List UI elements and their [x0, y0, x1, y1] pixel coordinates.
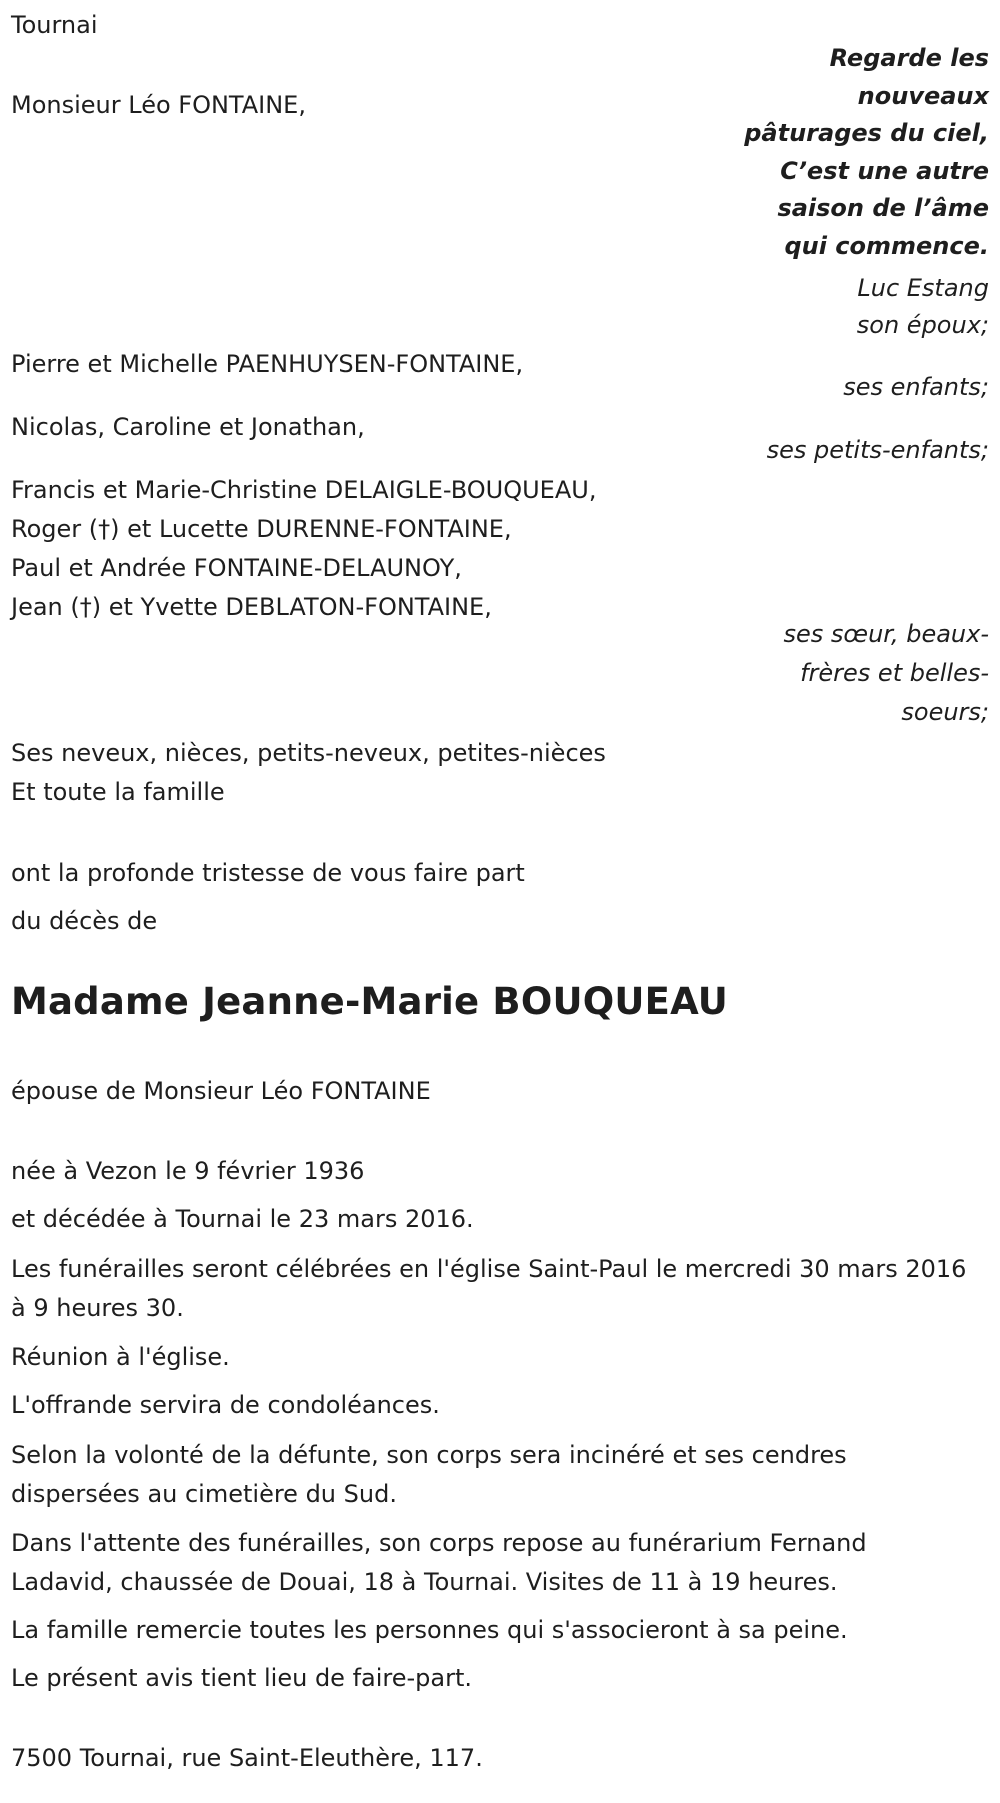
- spouse-of-line: épouse de Monsieur Léo FONTAINE: [11, 1077, 431, 1105]
- announcement-line: du décès de: [11, 907, 158, 935]
- quote-line: C’est une autre: [780, 156, 989, 185]
- spouse-name: Monsieur Léo FONTAINE,: [11, 91, 306, 119]
- death-line: et décédée à Tournai le 23 mars 2016.: [11, 1205, 474, 1233]
- siblings-list: [11, 471, 596, 627]
- sibling-couple: Roger (†) et Lucette DURENNE-FONTAINE,: [11, 515, 512, 543]
- quote-author: Luc Estang: [857, 274, 989, 302]
- spouse-relation: son époux;: [856, 311, 989, 339]
- address: 7500 Tournai, rue Saint-Eleuthère, 117.: [11, 1744, 483, 1772]
- offering-info: L'offrande servira de condoléances.: [11, 1391, 440, 1419]
- children-relation: ses enfants;: [843, 373, 989, 401]
- sibling-couple: Francis et Marie-Christine DELAIGLE-BOUQUEAU,: [11, 476, 597, 504]
- deceased-name: Madame Jeanne-Marie BOUQUEAU: [11, 980, 729, 1023]
- quote-line: qui commence.: [784, 231, 989, 260]
- meeting-info: Réunion à l'église.: [11, 1343, 230, 1371]
- thanks-line: La famille remercie toutes les personnes qui s'associeront à sa peine.: [11, 1616, 848, 1644]
- quote-line: pâturages du ciel,: [744, 119, 989, 147]
- sibling-couple: Jean (†) et Yvette DEBLATON-FONTAINE,: [11, 593, 492, 621]
- extended-family: Ses neveux, nièces, petits-neveux, petites-nièces Et toute la famille: [11, 739, 606, 806]
- birth-line: née à Vezon le 9 février 1936: [11, 1157, 365, 1185]
- funerarium-info: Dans l'attente des funérailles, son corps repose au funérarium Fernand Ladavid, chaussée de Douai, 18 à Tournai. Visites de 11 à 19 heures.: [11, 1529, 867, 1596]
- siblings-relation: ses sœur, beaux- frères et belles- soeurs;: [783, 620, 989, 726]
- quote-line: nouveaux: [857, 81, 989, 110]
- sibling-couple: Paul et Andrée FONTAINE-DELAUNOY,: [11, 554, 462, 582]
- poem-quote: [739, 40, 989, 265]
- quote-line: Regarde les: [829, 44, 989, 72]
- city-heading: Tournai: [11, 11, 98, 39]
- grandchildren-names: Nicolas, Caroline et Jonathan,: [11, 413, 365, 441]
- quote-line: saison de l’âme: [777, 194, 989, 222]
- funeral-info: Les funérailles seront célébrées en l'église Saint-Paul le mercredi 30 mars 2016 à 9 heures 30.: [11, 1255, 967, 1322]
- children-names: Pierre et Michelle PAENHUYSEN-FONTAINE,: [11, 350, 524, 378]
- grandchildren-relation: ses petits-enfants;: [766, 436, 989, 464]
- announcement-line: ont la profonde tristesse de vous faire part: [11, 859, 525, 887]
- cremation-info: Selon la volonté de la défunte, son corps sera incinéré et ses cendres dispersées au cimetière du Sud.: [11, 1441, 847, 1508]
- notice-line: Le présent avis tient lieu de faire-part.: [11, 1664, 473, 1692]
